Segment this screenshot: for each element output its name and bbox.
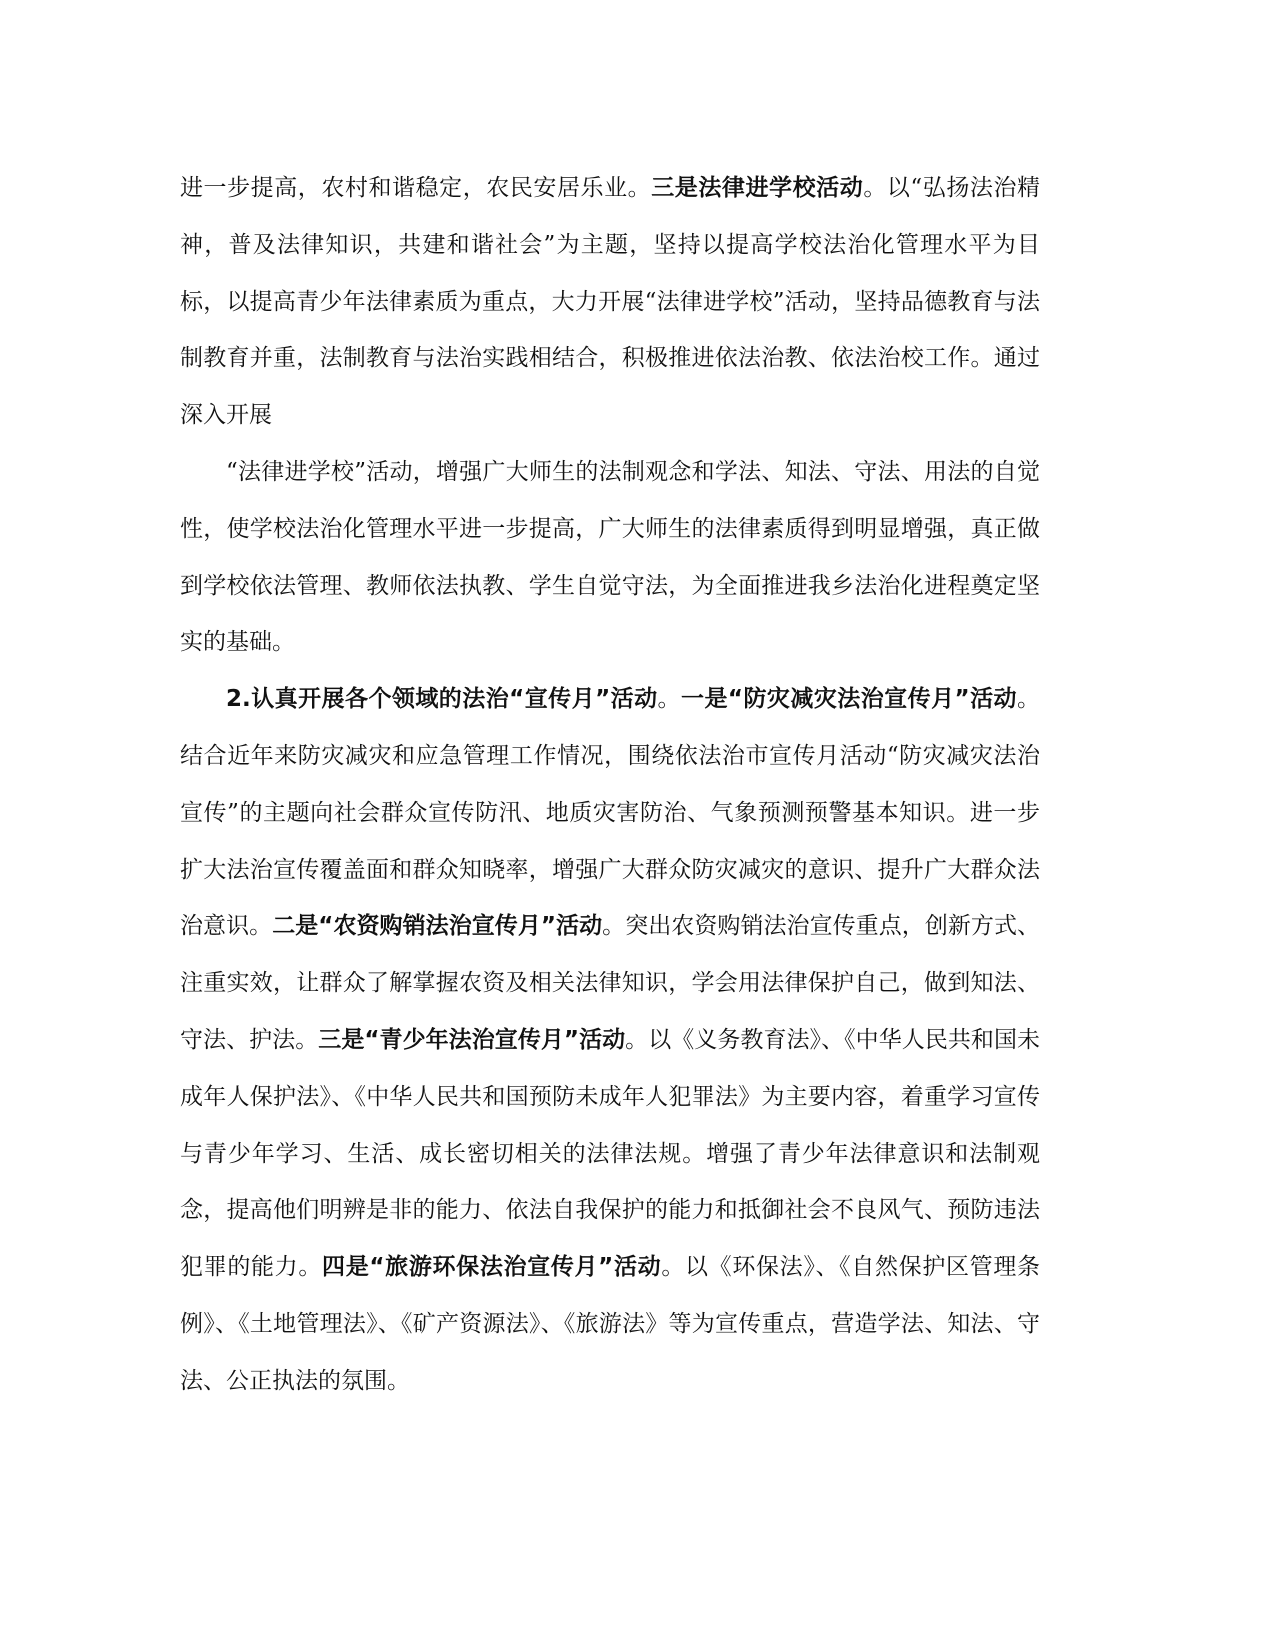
text-run: 。以《义务教育法》、《中华人民共和国未成年人保护法》、《中华人民共和国预防未成年人犯罪法》为主要内容，着重学习宣传与青少年学习、生活、成长密切相关的法律法规。增强了青少年法律意识和法制观念，提高他们明辨是非的能力、依法自我保护的能力和抵御社会不良风气、预防违法犯罪的能力。 [180, 1026, 1041, 1281]
bold-heading-run: 四是“旅游环保法治宣传月”活动 [322, 1254, 662, 1281]
bold-heading-run: 三是法律进学校活动 [651, 175, 864, 201]
paragraph-publicity-month [180, 671, 1040, 1409]
bold-heading-run: 二是“农资购销法治宣传月”活动 [272, 913, 603, 940]
bold-heading-run: 一是“防灾减灾法治宣传月”活动 [681, 686, 1017, 713]
text-run: 进一步提高，农村和谐稳定，农民安居乐业。 [180, 175, 652, 201]
text-run: 。 [657, 686, 681, 713]
paragraph-school-activity-continued [180, 444, 1040, 671]
section-heading-run: 2.认真开展各个领域的法治“宣传月”活动 [226, 686, 658, 713]
text-run: “法律进学校”活动，增强广大师生的法制观念和学法、知法、守法、用法的自觉性，使学校法治化管理水平进一步提高，广大师生的法律素质得到明显增强，真正做到学校依法管理、教师依法执教、学生自觉守法，为全面推进我乡法治化进程奠定坚实的基础。 [180, 458, 1040, 656]
text-run: 。以“弘扬法治精神，普及法律知识，共建和谐社会”为主题，坚持以提高学校法治化管理水平为目标，以提高青少年法律素质为重点，大力开展“法律进学校”活动，坚持品德教育与法制教育并重，法制教育与法治实践相结合，积极推进依法治教、依法治校工作。通过深入开展 [180, 175, 1041, 429]
text-run: 。以《环保法》、《自然保护区管理条例》、《土地管理法》、《矿产资源法》、《旅游法》等为宣传重点，营造学法、知法、守法、公正执法的氛围。 [180, 1254, 1041, 1394]
text-run: 。结合近年来防灾减灾和应急管理工作情况，围绕依法治市宣传月活动“防灾减灾法治宣传”的主题向社会群众宣传防汛、地质灾害防治、气象预测预警基本知识。进一步扩大法治宣传覆盖面和群众知晓率，增强广大群众防灾减灾的意识、提升广大群众法治意识。 [180, 686, 1040, 940]
bold-heading-run: 三是“青少年法治宣传月”活动 [318, 1026, 626, 1053]
paragraph-school-activity [180, 160, 1040, 444]
body-text [180, 160, 1040, 1410]
text-run: 。突出农资购销法治宣传重点，创新方式、注重实效，让群众了解掌握农资及相关法律知识，学会用法律保护自己，做到知法、守法、护法。 [180, 913, 1041, 1053]
